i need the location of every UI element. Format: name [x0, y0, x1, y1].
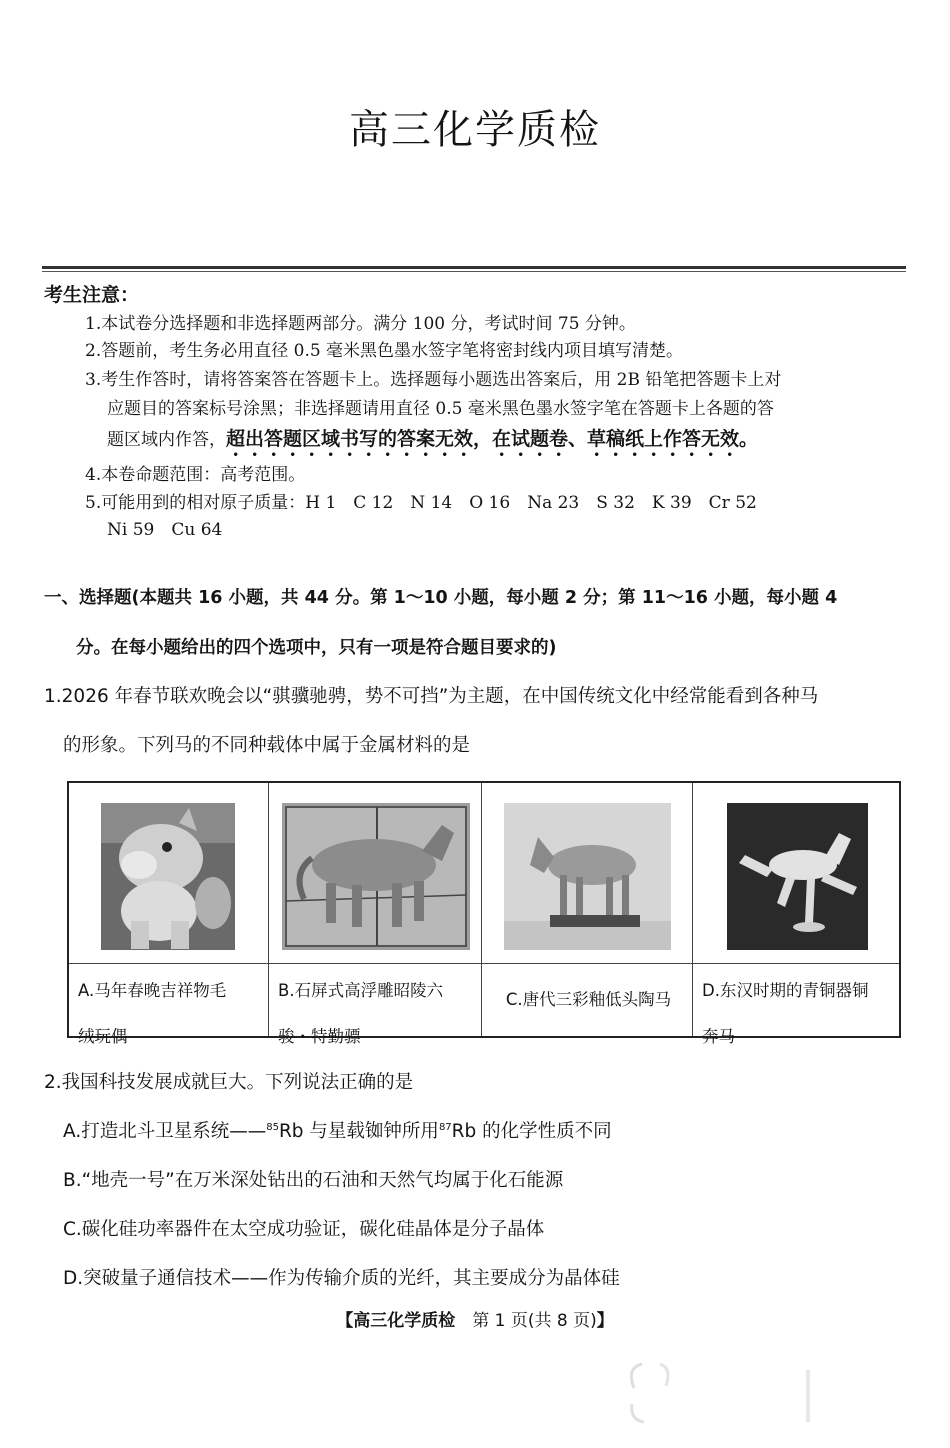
question-2-stem: 2.我国科技发展成就巨大。下列说法正确的是	[44, 1072, 414, 1093]
footer-exam-name: 高三化学质检	[353, 1311, 456, 1331]
footer-page-number: 第 1 页(共 8 页)	[455, 1311, 597, 1331]
stone-relief-horse-image	[282, 803, 470, 950]
notice-item-3-text: 题区域内作答，	[107, 430, 226, 450]
notice-item-3-cont: 应题目的答案标号涂黑；非选择题请用直径 0.5 毫米黑色墨水签字笔在答题卡上各题的答	[107, 399, 774, 419]
bronze-galloping-horse-image	[727, 803, 868, 950]
option-b-label-cont: 骏・特勤骠	[278, 1027, 361, 1046]
option-d-cell	[693, 783, 899, 1046]
section-heading-cont: 分。在每小题给出的四个选项中，只有一项是符合题目要求的)	[76, 638, 557, 658]
question-1-options-table	[67, 781, 901, 1046]
q2-a-end: Rb 的化学性质不同	[451, 1121, 612, 1142]
notice-item-5-cont: Ni 59 Cu 64	[107, 520, 223, 540]
notice-item-4: 4.本卷命题范围：高考范围。	[85, 465, 306, 485]
question-1-stem-cont: 的形象。下列马的不同种载体中属于金属材料的是	[63, 735, 471, 756]
notice-emphasis: 超出答题区域书写的答案无效，在试题卷、草稿纸上作答无效。	[226, 428, 759, 450]
question-2-option-b: B.“地壳一号”在万米深处钻出的石油和天然气均属于化石能源	[63, 1170, 564, 1191]
option-b-caption	[269, 963, 481, 1060]
plush-horse-image	[101, 803, 235, 950]
question-1-stem: 1.2026 年春节联欢晚会以“骐骥驰骋，势不可挡”为主题，在中国传统文化中经常能看到各种马	[44, 686, 819, 707]
option-d-label: D.东汉时期的青铜器铜	[702, 981, 869, 1000]
option-c-caption	[482, 963, 692, 1036]
question-2-option-a	[63, 1117, 612, 1143]
isotope-87-mass: 87	[438, 1121, 452, 1133]
header-rule	[42, 266, 906, 269]
tricolor-pottery-horse-image	[504, 803, 671, 950]
option-b-label: B.石屏式高浮雕昭陵六	[278, 981, 444, 1000]
header-rule-thin	[42, 271, 906, 272]
notice-item-2: 2.答题前，考生务必用直径 0.5 毫米黑色墨水签字笔将密封线内项目填写清楚。	[85, 341, 684, 361]
footer-bracket-open: 【	[336, 1311, 354, 1331]
option-c-cell	[482, 783, 693, 1036]
option-a-label-cont: 绒玩偶	[78, 1027, 128, 1046]
q2-a-text: A.打造北斗卫星系统——	[63, 1121, 267, 1142]
section-heading: 一、选择题(本题共 16 小题，共 44 分。第 1～10 小题，每小题 2 分；第 11～16 小题，每小题 4	[44, 588, 838, 608]
q2-a-mid: Rb 与星载铷钟所用	[278, 1121, 439, 1142]
option-d-caption	[693, 963, 899, 1060]
notice-title: 考生注意：	[44, 284, 140, 306]
option-a-cell	[69, 783, 269, 1046]
option-c-label: C.唐代三彩釉低头陶马	[505, 990, 672, 1009]
footer-bracket-close: 】	[596, 1311, 614, 1331]
notice-item-3: 3.考生作答时，请将答案答在答题卡上。选择题每小题选出答案后，用 2B 铅笔把答题卡上对	[85, 370, 782, 390]
page-footer	[0, 1306, 950, 1331]
question-2-option-c: C.碳化硅功率器件在太空成功验证，碳化硅晶体是分子晶体	[63, 1219, 545, 1240]
option-d-label-cont: 奔马	[702, 1027, 735, 1046]
scan-artifact	[620, 1358, 820, 1428]
page-title: 高三化学质检	[349, 107, 601, 153]
notice-item-1: 1.本试卷分选择题和非选择题两部分。满分 100 分，考试时间 75 分钟。	[85, 314, 636, 334]
option-a-label: A.马年春晚吉祥物毛	[78, 981, 227, 1000]
option-b-cell	[269, 783, 482, 1046]
isotope-85-mass: 85	[266, 1121, 279, 1133]
notice-item-5: 5.可能用到的相对原子质量：H 1 C 12 N 14 O 16 Na 23 S 32 K 39 Cr 52	[85, 493, 757, 513]
notice-item-3-cont2	[107, 426, 910, 461]
question-2-option-d: D.突破量子通信技术——作为传输介质的光纤，其主要成分为晶体硅	[63, 1268, 620, 1289]
option-a-caption	[69, 963, 268, 1060]
